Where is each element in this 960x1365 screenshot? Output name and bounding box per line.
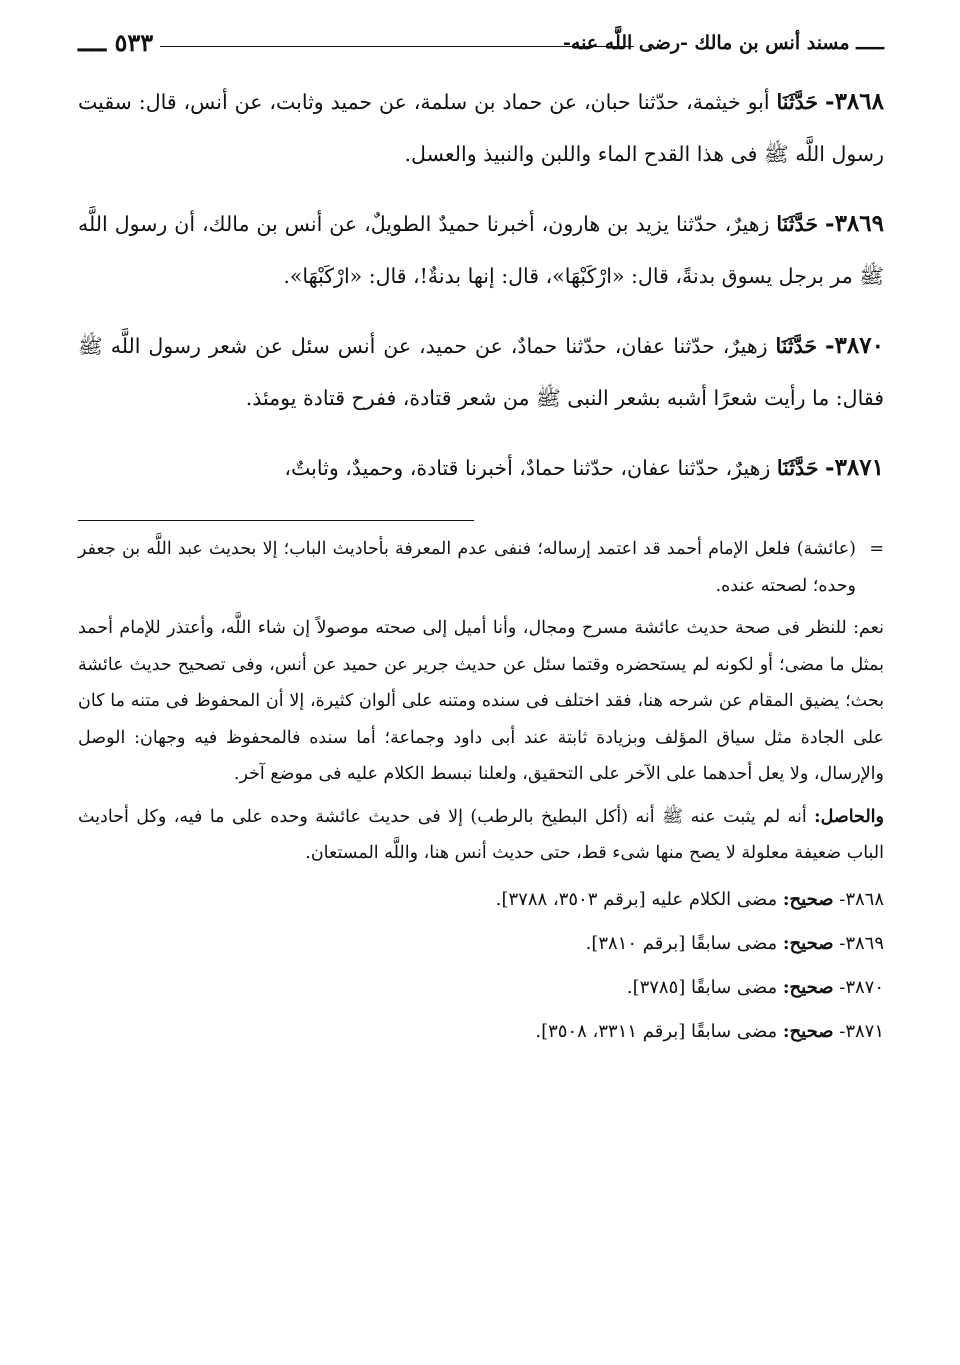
hadith-number: ٣٨٦٨-	[825, 88, 884, 115]
footnote-paragraph	[78, 799, 884, 872]
hadith-3868	[78, 76, 884, 180]
grade-number: ٣٨٧١-	[839, 1020, 884, 1042]
grade-label: صحيح:	[782, 976, 834, 998]
hadith-verb: حَدَّثَنَا	[776, 90, 819, 114]
footnotes	[78, 531, 884, 872]
hadith-number: ٣٨٧١-	[825, 454, 884, 481]
hadith-number: ٣٨٦٩-	[825, 210, 884, 237]
grade-line	[78, 966, 884, 1010]
grade-number: ٣٨٧٠-	[839, 976, 884, 998]
grade-text: مضى سابقًا [٣٧٨٥].	[626, 976, 778, 998]
hadith-verb: حَدَّثَنَا	[776, 456, 819, 480]
grade-line	[78, 878, 884, 922]
grade-text: مضى سابقًا [برقم ٣٨١٠].	[585, 932, 778, 954]
header-rule	[160, 46, 634, 47]
hadith-paragraph	[78, 320, 884, 424]
grading-list	[78, 878, 884, 1054]
hadith-paragraph	[78, 442, 884, 494]
footnote-continuation	[78, 531, 884, 604]
hadith-text: زهيرٌ، حدّثنا عفان، حدّثنا حمادٌ، أخبرنا قتادة، وحميدٌ، وثابتٌ،	[284, 456, 771, 480]
grade-line	[78, 1010, 884, 1054]
hadith-verb: حَدَّثَنَا	[776, 212, 818, 236]
hadith-3870	[78, 320, 884, 424]
hadith-text: أبو خيثمة، حدّثنا حبان، عن حماد بن سلمة، عن حميد وثابت، عن أنس، قال: سقيت رسول اللَّه ﷺ فى هذا القدح الماء واللبن والنبيذ والعسل.	[78, 90, 884, 166]
hadith-3871	[78, 442, 884, 494]
grade-label: صحيح:	[782, 1020, 834, 1042]
footnote-text: أنه لم يثبت عنه ﷺ أنه (أكل البطيخ بالرطب) إلا فى حديث عائشة وحده على ما فيه، وكل أحاديث الباب ضعيفة معلولة لا يصح منها شىء قط، حتى حديث أنس هنا، واللَّه المستعان.	[78, 806, 884, 863]
hadith-text: زهيرٌ، حدّثنا عفان، حدّثنا حمادٌ، عن حميد، عن أنس سئل عن شعر رسول اللَّه ﷺ فقال: ما رأيت شعرًا أشبه بشعر النبى ﷺ من شعر قتادة، ففرح قتادة يومئذ.	[78, 334, 884, 410]
hadith-3869	[78, 198, 884, 302]
footnote-lead: والحاصل:	[814, 806, 884, 827]
continuation-mark: =	[869, 539, 884, 559]
grade-label: صحيح:	[782, 888, 834, 910]
grade-number: ٣٨٦٨-	[839, 888, 884, 910]
hadith-paragraph	[78, 198, 884, 302]
footnote-text: (عائشة) فلعل الإمام أحمد قد اعتمد إرساله؛ فنفى عدم المعرفة بأحاديث الباب؛ إلا بحديث عبد اللَّه بن جعفر وحده؛ لصحته عنده.	[78, 539, 856, 596]
grade-text: مضى سابقًا [برقم ٣٣١١، ٣٥٠٨].	[535, 1020, 778, 1042]
footnote-separator	[78, 520, 474, 521]
footnote-paragraph: نعم: للنظر فى صحة حديث عائشة مسرح ومجال، وأنا أميل إلى صحته موصولاً إن شاء اللَّه، وأعتذر للإمام أحمد بمثل ما مضى؛ أو لكونه لم يستحضره وقتما سئل عن حديث جرير عن حميد عن أنس، وفى تصحيح حديث عائشة بحث؛ يضيق المقام عن شرحه هنا، فقد اختلف فى سنده ومتنه على ألوان كثيرة، إلا أن المحفوظ فى متنه ما كان على الجادة مثل سياق المؤلف وبزيادة ثابتة عند أبى داود وجماعة؛ أما سنده فالمحفوظ فيه وجهان: الوصل والإرسال، ولا يعل أحدهما على الآخر على التحقيق، ولعلنا نبسط الكلام عليه فى موضع آخر.	[78, 618, 884, 784]
hadith-text: زهيرٌ، حدّثنا يزيد بن هارون، أخبرنا حميدٌ الطويلٌ، عن أنس بن مالك، أن رسول اللَّه ﷺ مر برجل يسوق بدنةً، قال: «ارْكَبْهَا»، قال: إنها بدنةٌ!، قال: «ارْكَبْهَا».	[78, 212, 884, 288]
grade-text: مضى الكلام عليه [برقم ٣٥٠٣، ٣٧٨٨].	[495, 888, 778, 910]
running-header	[78, 28, 884, 58]
book-page	[78, 28, 884, 1054]
grade-line	[78, 922, 884, 966]
grade-label: صحيح:	[782, 932, 834, 954]
running-title: ـــــ مسند أنس بن مالك -رضى اللَّه عنه-	[563, 32, 884, 54]
page-number: ٥٣٣ ــــ	[78, 28, 154, 57]
hadith-number: ٣٨٧٠-	[825, 332, 884, 359]
grade-number: ٣٨٦٩-	[839, 932, 884, 954]
hadith-verb: حَدَّثَنَا	[775, 334, 818, 358]
hadith-paragraph	[78, 76, 884, 180]
